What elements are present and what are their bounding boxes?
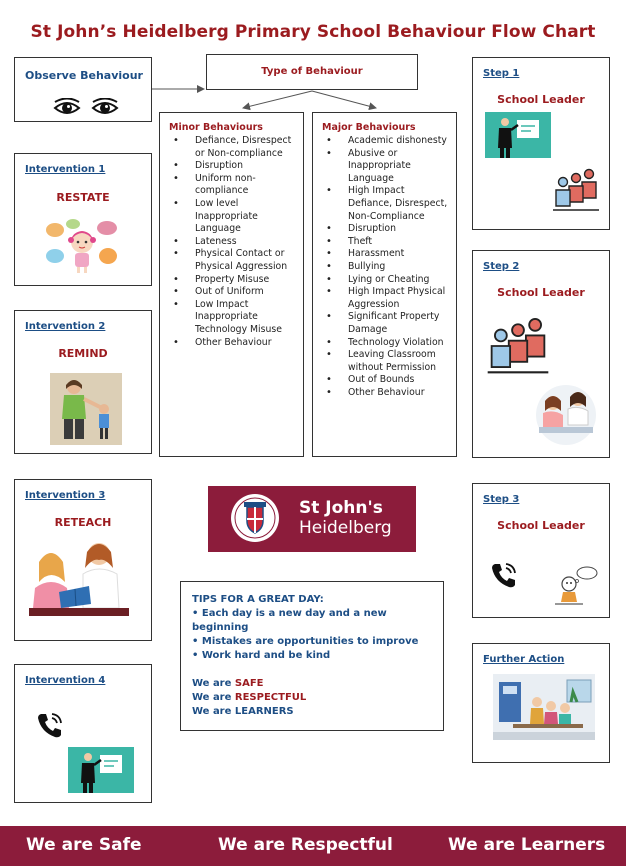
further-action-label: Further Action <box>483 654 565 665</box>
teacher-board-icon <box>68 747 134 793</box>
intervention-1-box <box>14 153 152 286</box>
list-item: • Technology Violation <box>322 337 450 350</box>
footer-value-learners: We are Learners <box>448 835 606 855</box>
list-item: • Significant Property Damage <box>322 311 450 336</box>
list-item: • Harassment <box>322 248 450 261</box>
list-item: • Leaving Classroom without Permission <box>322 349 450 374</box>
list-item: • Out of Bounds <box>322 374 450 387</box>
step-3-box <box>472 483 610 618</box>
intervention-1-action: RESTATE <box>56 191 110 204</box>
intervention-4-label: Intervention 4 <box>25 675 106 686</box>
intervention-3-action: RETEACH <box>54 516 112 529</box>
tips-heading: TIPS FOR A GREAT DAY: <box>192 594 324 605</box>
list-item: • Uniform non-compliance <box>169 173 297 198</box>
list-item: • Other Behaviour <box>322 387 450 400</box>
major-list <box>322 135 450 399</box>
value-safe: We are SAFE <box>192 678 264 689</box>
further-action-box <box>472 643 610 763</box>
major-heading: Major Behaviours <box>322 122 416 133</box>
phone-icon <box>489 560 519 590</box>
school-crest-icon <box>230 493 280 543</box>
step-2-role: School Leader <box>497 286 585 299</box>
list-item: • High Impact Defiance, Disrespect, Non-Compliance <box>322 185 450 223</box>
arrow-type-to-minor <box>243 91 312 108</box>
footer-value-respectful: We are Respectful <box>218 835 393 855</box>
intervention-3-label: Intervention 3 <box>25 490 106 501</box>
tips-box <box>180 581 444 731</box>
minor-heading: Minor Behaviours <box>169 122 263 133</box>
thinking-figure-icon <box>553 566 599 608</box>
teacher-reading-icon <box>29 538 133 618</box>
step-3-label: Step 3 <box>483 494 520 505</box>
intervention-2-label: Intervention 2 <box>25 321 106 332</box>
list-item: • Disruption <box>322 223 450 236</box>
step-2-box <box>472 250 610 458</box>
list-item: • Low Impact Inappropriate Technology Misuse <box>169 299 297 337</box>
school-logo-banner <box>208 486 416 552</box>
arrow-type-to-major <box>312 91 376 108</box>
students-studying-icon <box>533 381 599 445</box>
observe-behaviour-box <box>14 57 152 122</box>
minor-list <box>169 135 297 349</box>
footer-value-safe: We are Safe <box>26 835 142 855</box>
page-title: St John’s Heidelberg Primary School Behaviour Flow Chart <box>30 22 596 42</box>
step-1-role: School Leader <box>497 93 585 106</box>
intervention-4-box <box>14 664 152 803</box>
type-of-behaviour-label: Type of Behaviour <box>261 66 363 77</box>
tip-item: • Work hard and be kind <box>192 650 331 661</box>
office-meeting-icon <box>493 674 595 740</box>
observe-label: Observe Behaviour <box>25 69 143 82</box>
list-item: • Other Behaviour <box>169 337 297 350</box>
tip-item: • Each day is a new day and a new beginning <box>192 608 387 633</box>
list-item: • Disruption <box>169 160 297 173</box>
step-2-label: Step 2 <box>483 261 520 272</box>
intervention-2-action: REMIND <box>58 347 108 360</box>
logo-line-1: St John's <box>299 498 383 518</box>
list-item: • High Impact Physical Aggression <box>322 286 450 311</box>
list-item: • Lateness <box>169 236 297 249</box>
group-of-people-icon <box>485 317 551 375</box>
list-item: • Abusive or Inappropriate Language <box>322 148 450 186</box>
footer-banner <box>0 826 626 866</box>
group-of-people-icon <box>551 168 601 212</box>
list-item: • Lying or Cheating <box>322 274 450 287</box>
type-of-behaviour-box <box>206 54 418 90</box>
value-respectful: We are RESPECTFUL <box>192 692 307 703</box>
minor-behaviours-box <box>159 112 304 457</box>
phone-icon <box>35 710 65 740</box>
list-item: • Academic dishonesty <box>322 135 450 148</box>
list-item: • Physical Contact or Physical Aggression <box>169 248 297 273</box>
list-item: • Theft <box>322 236 450 249</box>
eyes-icon <box>53 98 119 118</box>
tip-item: • Mistakes are opportunities to improve <box>192 636 419 647</box>
intervention-2-box <box>14 310 152 454</box>
list-item: • Low level Inappropriate Language <box>169 198 297 236</box>
list-item: • Defiance, Disrespect or Non-compliance <box>169 135 297 160</box>
step-1-label: Step 1 <box>483 68 520 79</box>
list-item: • Bullying <box>322 261 450 274</box>
intervention-3-box <box>14 479 152 641</box>
list-item: • Property Misuse <box>169 274 297 287</box>
intervention-1-label: Intervention 1 <box>25 164 106 175</box>
teacher-board-icon <box>485 112 551 158</box>
adult-child-talking-icon <box>50 373 122 445</box>
step-3-role: School Leader <box>497 519 585 532</box>
logo-line-2: Heidelberg <box>299 518 392 538</box>
value-learners: We are LEARNERS <box>192 706 294 717</box>
step-1-box <box>472 57 610 230</box>
child-speech-bubbles-icon <box>45 216 119 274</box>
list-item: • Out of Uniform <box>169 286 297 299</box>
major-behaviours-box <box>312 112 457 457</box>
